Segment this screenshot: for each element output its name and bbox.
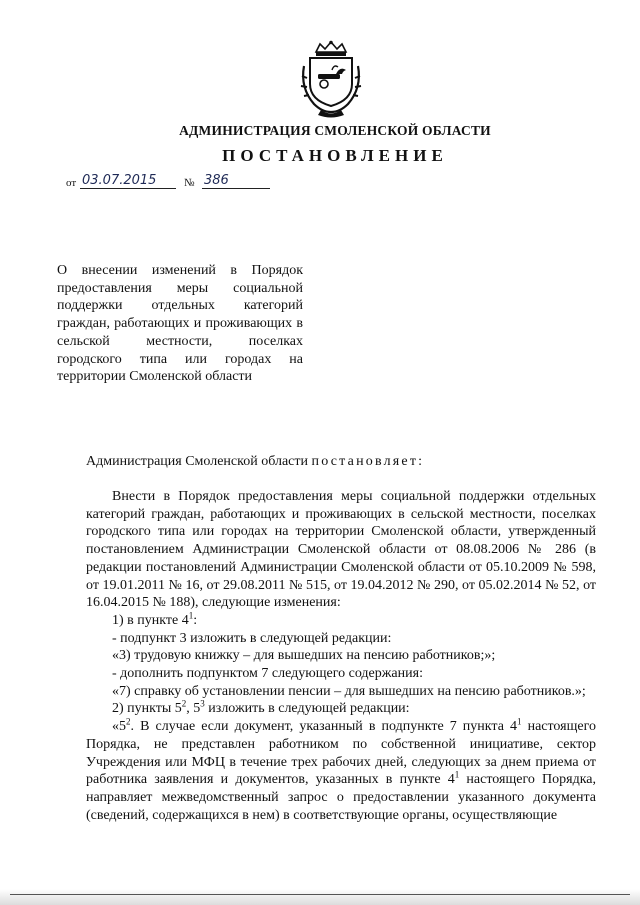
document-body (86, 488, 596, 824)
quote-text-3: настоящего Порядка, направляет межведомственный запрос о предоставлении указанного документа (сведений, содержащихся в нем) в соответствующие органы, осуществляющие (86, 772, 596, 823)
handwritten-date: 03.07.2015 (80, 173, 176, 189)
document-type-title: ПОСТАНОВЛЕНИЕ (222, 146, 448, 165)
scan-edge-line (10, 894, 630, 895)
item-2-text-3: изложить в следующей редакции: (204, 701, 410, 717)
item-1-sub-1: - подпункт 3 изложить в следующей редакции: (112, 630, 392, 646)
item-1-text: 1) в пункте 4 (112, 612, 189, 628)
item-2-sup-2: 3 (200, 698, 205, 709)
item-1-colon: : (193, 612, 198, 628)
item-2-text-2: , 5 (186, 701, 201, 717)
organization-title: АДМИНИСТРАЦИЯ СМОЛЕНСКОЙ ОБЛАСТИ (179, 123, 491, 138)
item-2 (86, 700, 596, 718)
intro-verb: постановляет: (311, 454, 425, 469)
paragraph-main: Внести в Порядок предоставления меры социальной поддержки отдельных категорий граждан, работающих и проживающих в сельской местности, поселках городского типа или городах на территории Смоленской области, утвержденный постановлением Администрации Смоленской области от 08.08.2006 № 286 (в редакции постановлений Администрации Смоленской области от 05.10.2009 № 598, от 19.01.2011 № 16, от 29.08.2011 № 515, от 19.04.2012 № 290, от 05.02.2014 № 52, от 16.04.2015 № 188), следующие изменения: (86, 489, 596, 611)
intro-text: Администрация Смоленской области (86, 454, 309, 469)
scan-bottom-edge (0, 889, 640, 905)
handwritten-number: 386 (202, 173, 270, 189)
quote-open: «5 (112, 719, 126, 735)
item-2-text: 2) пункты 5 (112, 701, 182, 717)
quote-text-2: настоящего Порядка, не представлен работником по собственной инициативе, сектор Учреждения или МФЦ в течение трех рабочих дней, следующих за днем приема от работника заявления и документов, указанных в пункте 4 (86, 719, 596, 788)
document-subject: О внесении изменений в Порядок предоставления меры социальной поддержки отдельных категорий граждан, работающих и проживающих в сельской местности, поселках городского типа или городах на территории Смоленской области (57, 263, 303, 385)
smolensk-coat-of-arms-icon (296, 40, 366, 118)
quote-sup-3: 1 (454, 769, 460, 780)
resolution-intro (86, 453, 596, 471)
item-1-sub-3: - дополнить подпунктом 7 следующего содержания: (112, 666, 423, 682)
item-1-sub-2: «3) трудовую книжку – для вышедших на пенсию работников;»; (112, 648, 496, 664)
date-number-line (66, 175, 306, 193)
quote-sup-1: 2 (126, 716, 131, 727)
quote-sup-2: 1 (517, 716, 522, 727)
item-1-sup: 1 (188, 610, 194, 621)
item-2-sup-1: 2 (181, 698, 187, 709)
date-prefix: от (66, 177, 77, 189)
item-1-sub-4: «7) справку об установлении пенсии – для вышедших на пенсию работников.»; (112, 683, 586, 699)
number-prefix: № (184, 177, 195, 189)
item-1 (86, 612, 596, 630)
quoted-clause (86, 718, 596, 824)
quote-text-1: . В случае если документ, указанный в подпункте 7 пункта 4 (130, 719, 517, 735)
